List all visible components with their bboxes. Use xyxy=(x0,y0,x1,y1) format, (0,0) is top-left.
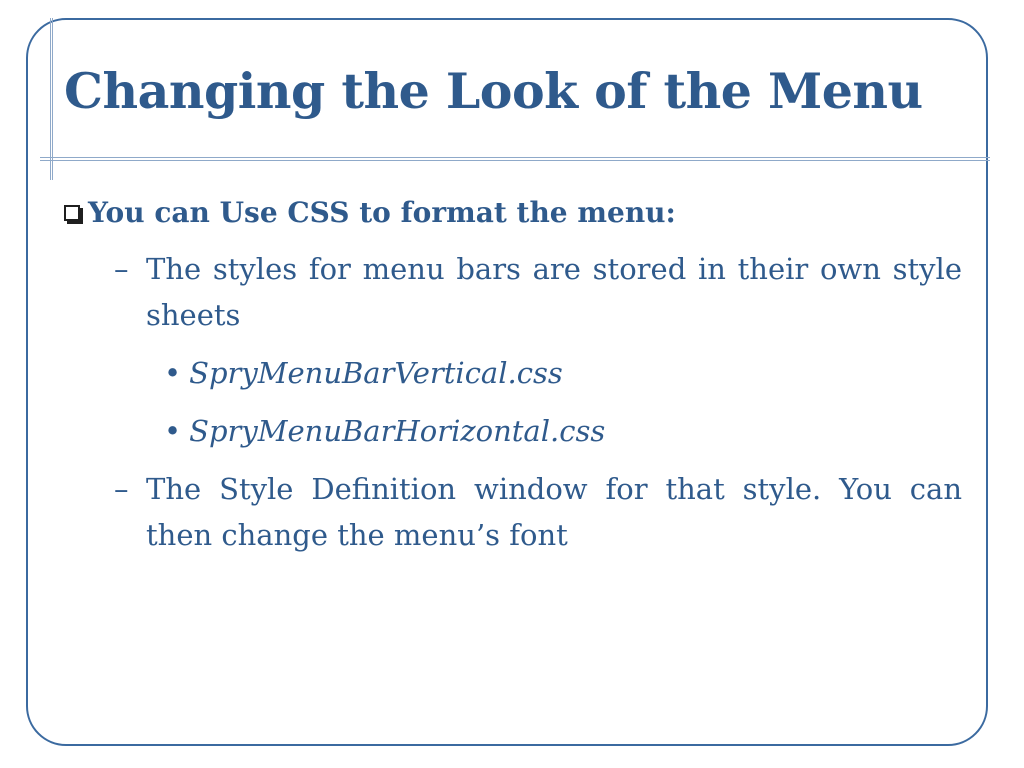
bullet-text: You can Use CSS to format the menu: xyxy=(88,196,676,229)
dot-bullet-icon: • xyxy=(164,414,182,448)
dot-bullet-icon: • xyxy=(164,356,182,390)
bullet-level-1 xyxy=(64,190,676,236)
file-name: SpryMenuBarHorizontal.css xyxy=(189,414,606,448)
checkbox-bullet-icon xyxy=(64,205,80,221)
file-name: SpryMenuBarVertical.css xyxy=(189,356,563,390)
horizontal-rule xyxy=(40,157,990,161)
file-item xyxy=(164,350,563,396)
sub-bullet xyxy=(114,466,962,558)
vertical-rule xyxy=(50,18,53,180)
file-item xyxy=(164,408,605,454)
sub-bullet-text: The styles for menu bars are stored in their own style sheets xyxy=(146,252,962,332)
slide-title: Changing the Look of the Menu xyxy=(64,62,923,120)
dash-bullet-icon: – xyxy=(114,472,129,506)
sub-bullet xyxy=(114,246,962,338)
sub-bullet-text: The Style Definition window for that style. You can then change the menu’s font xyxy=(146,472,962,552)
dash-bullet-icon: – xyxy=(114,252,129,286)
